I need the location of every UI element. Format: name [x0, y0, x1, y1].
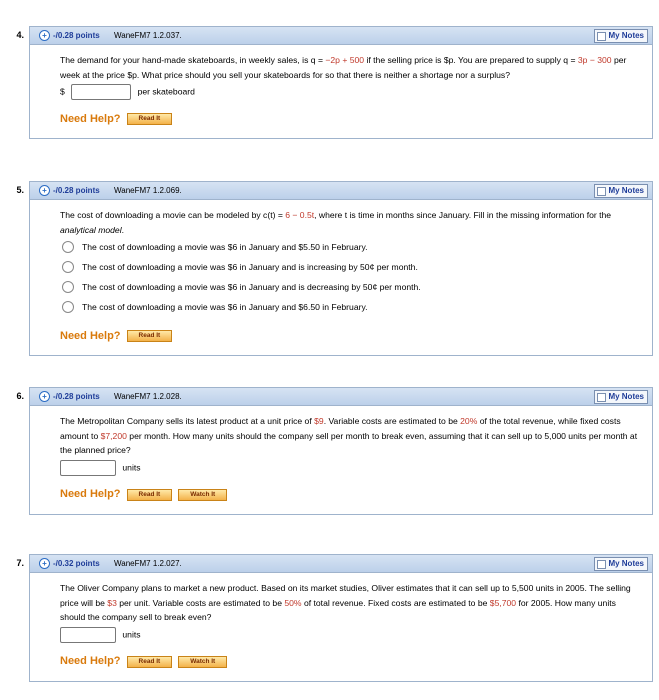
points-label: -/0.32 points	[53, 559, 100, 568]
question-6	[16, 387, 653, 515]
notes-checkbox-icon[interactable]	[597, 560, 606, 569]
answer-unit: per skateboard	[137, 86, 195, 97]
need-help-label: Need Help?	[60, 329, 121, 342]
question-5	[16, 181, 653, 356]
question-text: The demand for your hand-made skateboards, in weekly sales, is q = −2p + 500 if the selling price is $p. You are prepared to supply q = 3p − 300 per week at the price $p. What price should you sell your skateboards for so that there is neither a shortage nor a surplus?	[60, 55, 627, 80]
notes-checkbox-icon[interactable]	[597, 393, 606, 402]
option-1[interactable]: The cost of downloading a movie was $6 in January and $5.50 in February.	[80, 237, 642, 257]
read-it-button[interactable]: Read It	[127, 330, 173, 342]
read-it-button[interactable]: Read It	[127, 656, 173, 668]
question-number: 7.	[16, 558, 24, 568]
answer-unit: units	[122, 461, 141, 472]
answer-row	[60, 84, 642, 100]
answer-input[interactable]	[60, 460, 116, 476]
question-header	[16, 182, 652, 200]
watch-it-button[interactable]: Watch It	[178, 656, 227, 668]
source-label: WaneFM7 1.2.027.	[114, 559, 182, 568]
need-help-row	[60, 327, 642, 345]
answer-row	[60, 627, 642, 643]
points-label: -/0.28 points	[53, 31, 100, 40]
watch-it-button[interactable]: Watch It	[178, 489, 227, 501]
options-list	[60, 237, 642, 317]
question-text: The cost of downloading a movie can be modeled by c(t) = 6 − 0.5t, where t is time in months since January. Fill in the missing information for the analytical model.	[60, 210, 612, 235]
question-number: 5.	[16, 185, 24, 195]
radio-button[interactable]	[62, 241, 74, 253]
notes-checkbox-icon[interactable]	[597, 32, 606, 41]
question-4	[16, 26, 653, 139]
radio-button[interactable]	[62, 281, 74, 293]
question-header	[16, 388, 652, 406]
need-help-label: Need Help?	[60, 655, 121, 668]
question-header	[16, 555, 652, 573]
radio-button[interactable]	[62, 301, 74, 313]
question-header	[16, 27, 652, 45]
source-label: WaneFM7 1.2.069.	[114, 186, 182, 195]
answer-row	[60, 460, 642, 476]
question-7	[16, 554, 653, 682]
read-it-button[interactable]: Read It	[127, 489, 173, 501]
answer-unit: units	[122, 628, 141, 639]
answer-input[interactable]	[60, 627, 116, 643]
read-it-button[interactable]: Read It	[127, 113, 173, 125]
question-text: The Metropolitan Company sells its latest product at a unit price of $9. Variable costs are estimated to be 20% of the total revenue, while fixed costs amount to $7,200 per month. How many units should the company sell per month to break even, assuming that it can sell up to 5,000 units per month at the planned price?	[60, 416, 638, 455]
my-notes-button[interactable]: My Notes	[594, 557, 648, 571]
my-notes-button[interactable]: My Notes	[594, 390, 648, 404]
points-label: -/0.28 points	[53, 392, 100, 401]
points-label: -/0.28 points	[53, 186, 100, 195]
radio-button[interactable]	[62, 261, 74, 273]
answer-input[interactable]	[71, 84, 131, 100]
my-notes-button[interactable]: My Notes	[594, 29, 648, 43]
expand-icon[interactable]: +	[39, 558, 50, 569]
my-notes-button[interactable]: My Notes	[594, 184, 648, 198]
need-help-row	[60, 486, 642, 504]
need-help-row	[60, 653, 642, 671]
need-help-label: Need Help?	[60, 488, 121, 501]
need-help-label: Need Help?	[60, 112, 121, 125]
question-text: The Oliver Company plans to market a new product. Based on its market studies, Oliver estimates that it can sell up to 5,500 units in 2005. The selling price will be $3 per unit. Variable costs are estimated to be 50% of total revenue. Fixed costs are estimated to be $5,700 for 2005. How many units should the company sell to break even?	[60, 583, 631, 622]
question-number: 6.	[16, 391, 24, 401]
expand-icon[interactable]: +	[39, 30, 50, 41]
expand-icon[interactable]: +	[39, 185, 50, 196]
question-number: 4.	[16, 30, 24, 40]
source-label: WaneFM7 1.2.037.	[114, 31, 182, 40]
need-help-row	[60, 110, 642, 128]
option-4[interactable]: The cost of downloading a movie was $6 in January and $6.50 in February.	[80, 297, 642, 317]
option-3[interactable]: The cost of downloading a movie was $6 in January and is decreasing by 50¢ per month.	[80, 277, 642, 297]
notes-checkbox-icon[interactable]	[597, 187, 606, 196]
expand-icon[interactable]: +	[39, 391, 50, 402]
answer-prefix: $	[60, 86, 65, 97]
option-2[interactable]: The cost of downloading a movie was $6 in January and is increasing by 50¢ per month.	[80, 257, 642, 277]
source-label: WaneFM7 1.2.028.	[114, 392, 182, 401]
